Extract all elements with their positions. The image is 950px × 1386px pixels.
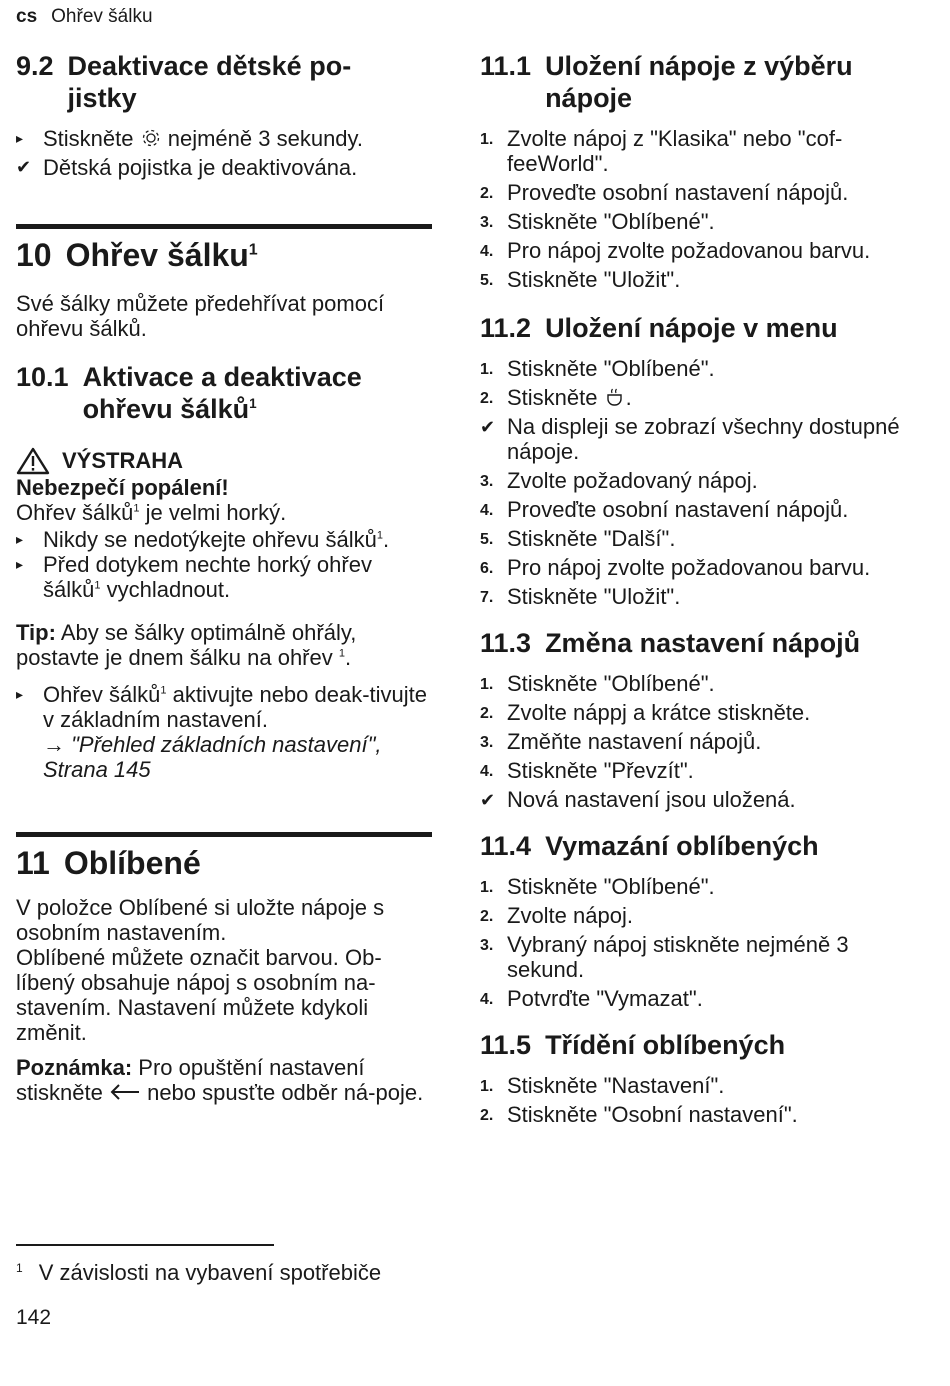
warning-headline: Nebezpečí popálení! — [16, 475, 229, 500]
list-item: ▸ Ohřev šálků$^1$ aktivujte nebo deak-tivujte v základním nastavení. → "Přehled základních nastavení", Strana 145 — [16, 682, 428, 782]
list-item: 4. Stiskněte "Převzít". — [480, 758, 694, 783]
list-item: 2. Zvolte nápoj. — [480, 903, 633, 928]
list-item: 2. Stiskněte . — [480, 385, 632, 410]
list-item: 4. Pro nápoj zvolte požadovanou barvu. — [480, 238, 871, 263]
section-number: 11.4 — [480, 831, 532, 861]
warning-text: Ohřev šálků$^1$ je velmi horký. — [16, 500, 287, 525]
section-10-heading — [16, 224, 432, 275]
warning-triangle-icon — [16, 447, 50, 475]
running-title: Ohřev šálku — [51, 6, 153, 27]
section-11-1-heading — [480, 50, 890, 114]
list-item: 3. Zvolte požadovaný nápoj. — [480, 468, 758, 493]
list-item: 2. Stiskněte "Osobní nastavení". — [480, 1102, 798, 1127]
section-title: Oblíbené — [63, 845, 201, 881]
section-number: 11.5 — [480, 1030, 532, 1060]
list-item: ▸ Nikdy se nedotýkejte ohřevu šálků$^1$. — [16, 527, 390, 552]
note-paragraph: Poznámka: Pro opuštění nastavení stiskněte nebo spusťte odběr ná-poje. — [16, 1055, 424, 1105]
section-10-1-heading — [16, 361, 416, 425]
gear-icon — [140, 127, 162, 149]
tip-paragraph: Tip: Aby se šálky optimálně ohřály, postavte je dnem šálku na ohřev $^1$. — [16, 620, 357, 670]
footnote-ref: 1 — [248, 241, 258, 259]
section-11-4-steps — [480, 874, 900, 1011]
section-11-heading — [16, 832, 432, 883]
section-title: Třídění oblíbených — [545, 1030, 786, 1060]
section-11-3-steps — [480, 671, 900, 812]
section-number: 11 — [16, 845, 50, 881]
list-item: 2. Proveďte osobní nastavení nápojů. — [480, 180, 849, 205]
list-item: ✔ Na displeji se zobrazí všechny dostupné nápoje. — [480, 414, 900, 464]
section-title: Změna nastavení nápojů — [545, 628, 861, 658]
section-title: Aktivace a deaktivace ohřevu šálků — [82, 362, 362, 424]
section-11-1-steps — [480, 126, 900, 292]
section-11-paragraph-2: Oblíbené můžete označit barvou. Ob-líbený obsahuje nápoj s osobním na-stavením. Nastavení můžete kdykoli změnit. — [16, 945, 382, 1045]
page-header — [16, 6, 153, 28]
list-item: 1. Stiskněte "Oblíbené". — [480, 671, 715, 696]
arrow-bullet-icon: ▸ — [16, 531, 24, 547]
list-item: 7. Stiskněte "Uložit". — [480, 584, 681, 609]
warning-list — [16, 527, 432, 602]
check-icon: ✔ — [16, 157, 32, 177]
list-item: 1. Stiskněte "Oblíbené". — [480, 356, 715, 381]
footnote-ref: 1 — [249, 396, 257, 411]
footnote-divider — [16, 1244, 274, 1246]
list-item: 3. Změňte nastavení nápojů. — [480, 729, 762, 754]
section-9-2-steps — [16, 126, 432, 180]
section-title: Vymazání oblíbených — [545, 831, 819, 861]
section-title: Deaktivace dětské po-jistky — [67, 51, 352, 113]
section-11-2-heading — [480, 312, 900, 344]
list-item: ✔ Nová nastavení jsou uložená. — [480, 787, 796, 812]
list-item: 6. Pro nápoj zvolte požadovanou barvu. — [480, 555, 871, 580]
back-arrow-icon — [109, 1083, 141, 1101]
list-item: ✔ Dětská pojistka je deaktivována. — [16, 155, 358, 180]
section-title: Uložení nápoje z výběru nápoje — [545, 51, 853, 113]
section-11-5-steps — [480, 1073, 900, 1127]
section-10-intro: Své šálky můžete předehřívat pomocí ohřevu šálků. — [16, 291, 385, 341]
cross-reference-link[interactable]: "Přehled základních nastavení", Strana 145 — [43, 732, 382, 782]
footnote-number: 1 — [16, 1260, 23, 1275]
list-item: ▸ Před dotykem nechte horký ohřev šálků$^1$ vychladnout. — [16, 552, 372, 602]
warning-title: VÝSTRAHA — [16, 447, 432, 475]
list-item: 3. Stiskněte "Oblíbené". — [480, 209, 715, 234]
footnote-text: V závislosti na vybavení spotřebiče — [38, 1260, 382, 1285]
section-11-4-heading — [480, 830, 900, 862]
list-item: 5. Stiskněte "Uložit". — [480, 267, 681, 292]
language-code: cs — [16, 6, 38, 27]
warning-block — [16, 447, 432, 602]
section-number: 10.1 — [16, 362, 69, 392]
cross-reference-arrow: → — [43, 732, 65, 757]
section-11-3-heading — [480, 627, 900, 659]
section-number: 11.1 — [480, 51, 532, 81]
arrow-bullet-icon: ▸ — [16, 130, 24, 146]
list-item: 3. Vybraný nápoj stiskněte nejméně 3 sekund. — [480, 932, 849, 982]
right-column — [480, 50, 900, 1131]
section-number: 11.3 — [480, 628, 532, 658]
list-item: 1. Stiskněte "Nastavení". — [480, 1073, 725, 1098]
section-9-2-heading — [16, 50, 396, 114]
section-11-paragraph-1: V položce Oblíbené si uložte nápoje s osobním nastavením. — [16, 895, 385, 945]
list-item: 1. Stiskněte "Oblíbené". — [480, 874, 715, 899]
list-item: 5. Stiskněte "Další". — [480, 526, 676, 551]
arrow-bullet-icon: ▸ — [16, 556, 24, 572]
section-11-5-heading — [480, 1029, 900, 1061]
section-number: 9.2 — [16, 51, 54, 81]
list-item: 1. Zvolte nápoj z "Klasika" nebo "cof-feeWorld". — [480, 126, 843, 176]
section-11-2-steps — [480, 356, 900, 609]
left-column — [16, 50, 432, 1105]
list-item: 4. Proveďte osobní nastavení nápojů. — [480, 497, 849, 522]
list-item: 2. Zvolte náppj a krátce stiskněte. — [480, 700, 811, 725]
section-number: 11.2 — [480, 313, 532, 343]
cup-icon — [604, 387, 626, 407]
list-item: ▸ Stiskněte nejméně 3 sekundy. — [16, 126, 364, 151]
section-title: Uložení nápoje v menu — [545, 313, 838, 343]
arrow-bullet-icon: ▸ — [16, 686, 24, 702]
list-item: 4. Potvrďte "Vymazat". — [480, 986, 703, 1011]
section-title: Ohřev šálku — [65, 237, 249, 273]
footnote — [16, 1260, 381, 1286]
section-number: 10 — [16, 237, 52, 273]
page-number: 142 — [16, 1306, 52, 1329]
activation-steps — [16, 682, 432, 782]
